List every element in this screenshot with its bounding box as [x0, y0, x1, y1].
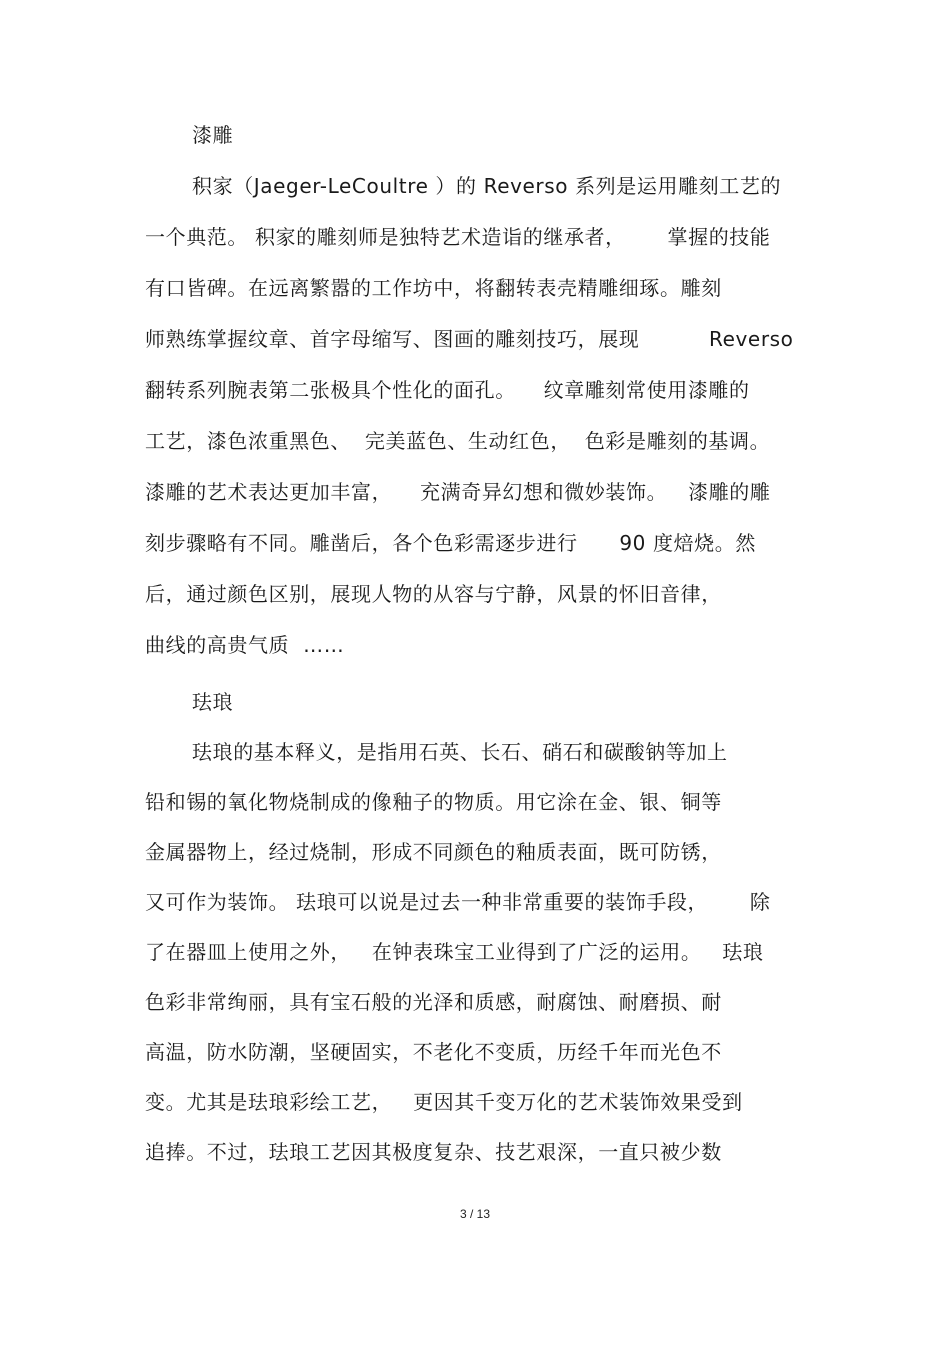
- paragraph-line: 铅和锡的氧化物烧制成的像釉子的物质。用它涂在金、银、铜等: [145, 790, 722, 814]
- paragraph-line: 金属器物上，经过烧制，形成不同颜色的釉质表面，既可防锈，: [145, 840, 722, 864]
- paragraph-line: 又可作为装饰。 珐琅可以说是过去一种非常重要的装饰手段， 除: [145, 890, 771, 914]
- paragraph-line: 漆雕的艺术表达更加丰富， 充满奇异幻想和微妙装饰。 漆雕的雕: [145, 480, 771, 504]
- paragraph-line: 师熟练掌握纹章、首字母缩写、图画的雕刻技巧，展现 Reverso: [145, 327, 794, 351]
- paragraph-line: 有口皆碑。在远离繁嚣的工作坊中，将翻转表壳精雕细琢。雕刻: [145, 276, 722, 300]
- paragraph-line: 工艺，漆色浓重黑色、 完美蓝色、生动红色， 色彩是雕刻的基调。: [145, 429, 771, 453]
- page-number: 3 / 13: [459, 1207, 491, 1221]
- paragraph-line: 曲线的高贵气质 ……: [145, 633, 345, 657]
- paragraph-line: 积家（Jaeger-LeCoultre ）的 Reverso 系列是运用雕刻工艺的: [192, 174, 782, 198]
- paragraph-line: 高温，防水防潮，坚硬固实，不老化不变质，历经千年而光色不: [145, 1040, 722, 1064]
- paragraph-line: 后，通过颜色区别，展现人物的从容与宁静，风景的怀旧音律，: [145, 582, 722, 606]
- paragraph-line: 变。尤其是珐琅彩绘工艺， 更因其千变万化的艺术装饰效果受到: [145, 1090, 743, 1114]
- paragraph-line: 一个典范。 积家的雕刻师是独特艺术造诣的继承者， 掌握的技能: [145, 225, 771, 249]
- paragraph-line: 追捧。不过，珐琅工艺因其极度复杂、技艺艰深，一直只被少数: [145, 1140, 722, 1164]
- section-heading-enamel: 珐琅: [192, 690, 234, 714]
- paragraph-line: 刻步骤略有不同。雕凿后，各个色彩需逐步进行 90 度焙烧。然: [145, 531, 756, 555]
- paragraph-line: 翻转系列腕表第二张极具个性化的面孔。 纹章雕刻常使用漆雕的: [145, 378, 750, 402]
- section-heading-lacquer-carving: 漆雕: [192, 123, 234, 147]
- paragraph-line: 了在器皿上使用之外， 在钟表珠宝工业得到了广泛的运用。 珐琅: [145, 940, 764, 964]
- paragraph-line: 色彩非常绚丽，具有宝石般的光泽和质感，耐腐蚀、耐磨损、耐: [145, 990, 722, 1014]
- paragraph-line: 珐琅的基本释义，是指用石英、长石、硝石和碳酸钠等加上: [192, 740, 728, 764]
